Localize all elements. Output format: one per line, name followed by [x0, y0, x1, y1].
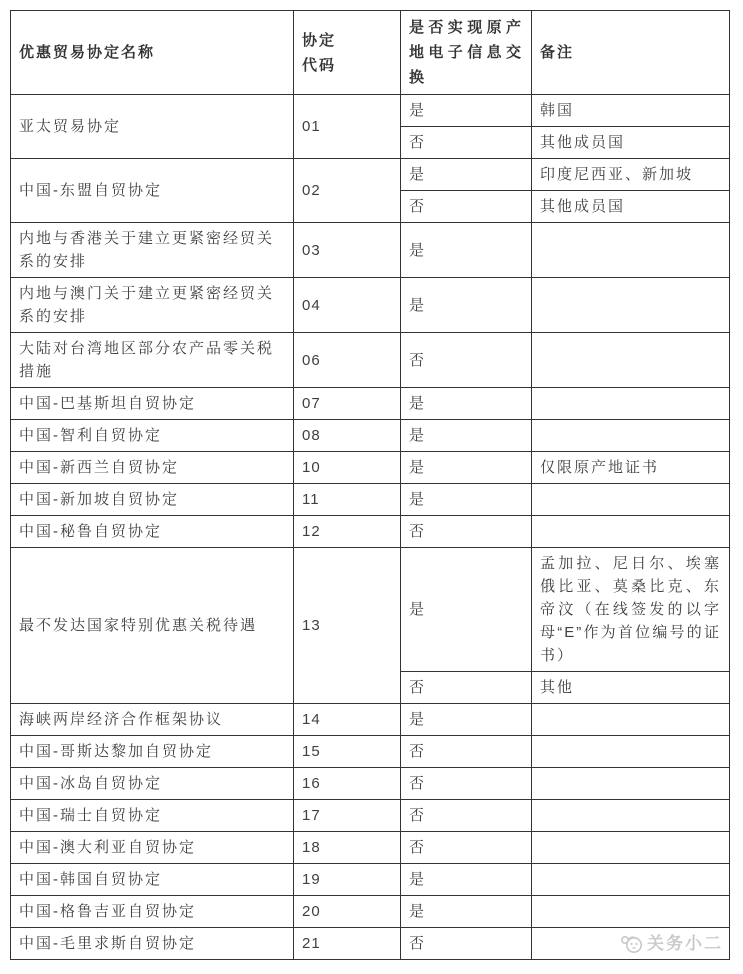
cartoon-face-icon — [618, 932, 644, 956]
agreement-code-cell: 10 — [294, 452, 401, 484]
table-row — [11, 896, 730, 928]
remark-cell — [532, 864, 730, 896]
exchange-flag-cell: 是 — [401, 548, 532, 672]
agreement-code-cell: 04 — [294, 278, 401, 333]
agreement-name-cell: 中国-瑞士自贸协定 — [11, 800, 294, 832]
remark-cell: 印度尼西亚、新加坡 — [532, 159, 730, 191]
agreement-name-cell: 中国-哥斯达黎加自贸协定 — [11, 736, 294, 768]
exchange-flag-cell: 否 — [401, 672, 532, 704]
exchange-flag-cell: 是 — [401, 452, 532, 484]
remark-cell — [532, 832, 730, 864]
remark-cell — [532, 484, 730, 516]
remark-cell: 其他成员国 — [532, 127, 730, 159]
table-row — [11, 516, 730, 548]
exchange-flag-cell: 否 — [401, 191, 532, 223]
table-row — [11, 768, 730, 800]
agreement-name-cell: 内地与香港关于建立更紧密经贸关系的安排 — [11, 223, 294, 278]
remark-cell: 孟加拉、尼日尔、埃塞俄比亚、莫桑比克、东帝汶（在线签发的以字母“E”作为首位编号的证书） — [532, 548, 730, 672]
table-body — [11, 95, 730, 960]
agreement-code-cell: 06 — [294, 333, 401, 388]
exchange-flag-cell: 是 — [401, 484, 532, 516]
table-row — [11, 704, 730, 736]
exchange-flag-cell: 是 — [401, 864, 532, 896]
agreement-name-cell: 中国-智利自贸协定 — [11, 420, 294, 452]
agreement-name-cell: 中国-秘鲁自贸协定 — [11, 516, 294, 548]
agreement-code-cell: 21 — [294, 928, 401, 960]
col-header-agreement-name: 优惠贸易协定名称 — [11, 11, 294, 95]
agreement-code-cell: 03 — [294, 223, 401, 278]
agreement-name-cell: 中国-新加坡自贸协定 — [11, 484, 294, 516]
remark-cell — [532, 800, 730, 832]
agreement-name-cell: 亚太贸易协定 — [11, 95, 294, 159]
exchange-flag-cell: 是 — [401, 95, 532, 127]
remark-cell: 其他 — [532, 672, 730, 704]
table-row — [11, 548, 730, 672]
exchange-flag-cell: 否 — [401, 768, 532, 800]
remark-cell — [532, 896, 730, 928]
exchange-flag-cell: 否 — [401, 333, 532, 388]
agreement-code-cell: 11 — [294, 484, 401, 516]
agreement-name-cell: 中国-巴基斯坦自贸协定 — [11, 388, 294, 420]
agreement-code-cell: 12 — [294, 516, 401, 548]
exchange-flag-cell: 是 — [401, 420, 532, 452]
table-row — [11, 864, 730, 896]
agreement-name-cell: 中国-新西兰自贸协定 — [11, 452, 294, 484]
remark-cell — [532, 928, 730, 960]
remark-cell: 仅限原产地证书 — [532, 452, 730, 484]
exchange-flag-cell: 是 — [401, 388, 532, 420]
header-row — [11, 11, 730, 95]
table-row — [11, 278, 730, 333]
table-row — [11, 159, 730, 191]
exchange-flag-cell: 是 — [401, 223, 532, 278]
remark-cell — [532, 223, 730, 278]
remark-cell — [532, 768, 730, 800]
table-row — [11, 333, 730, 388]
exchange-flag-cell: 否 — [401, 516, 532, 548]
col-header-agreement-code-line2: 代码 — [302, 56, 337, 74]
exchange-flag-cell: 是 — [401, 704, 532, 736]
guanwu-xiaoer-watermark — [618, 932, 723, 956]
exchange-flag-cell: 否 — [401, 736, 532, 768]
agreement-code-cell: 13 — [294, 548, 401, 704]
remark-cell — [532, 736, 730, 768]
agreement-name-cell: 中国-冰岛自贸协定 — [11, 768, 294, 800]
agreement-code-cell: 16 — [294, 768, 401, 800]
agreement-name-cell: 海峡两岸经济合作框架协议 — [11, 704, 294, 736]
agreement-code-cell: 02 — [294, 159, 401, 223]
remark-cell — [532, 333, 730, 388]
remark-cell — [532, 420, 730, 452]
agreement-code-cell: 14 — [294, 704, 401, 736]
col-header-remark: 备注 — [532, 11, 730, 95]
trade-agreements-table — [10, 10, 730, 960]
col-header-agreement-code-line1: 协定 — [302, 31, 337, 49]
exchange-flag-cell: 否 — [401, 928, 532, 960]
agreement-code-cell: 18 — [294, 832, 401, 864]
agreement-name-cell: 中国-澳大利亚自贸协定 — [11, 832, 294, 864]
agreement-code-cell: 20 — [294, 896, 401, 928]
table-row — [11, 95, 730, 127]
agreement-code-cell: 17 — [294, 800, 401, 832]
agreement-code-cell: 19 — [294, 864, 401, 896]
agreement-name-cell: 最不发达国家特别优惠关税待遇 — [11, 548, 294, 704]
table-row — [11, 420, 730, 452]
remark-cell — [532, 278, 730, 333]
agreement-name-cell: 大陆对台湾地区部分农产品零关税措施 — [11, 333, 294, 388]
table-row — [11, 736, 730, 768]
agreement-name-cell: 中国-格鲁吉亚自贸协定 — [11, 896, 294, 928]
exchange-flag-cell: 否 — [401, 800, 532, 832]
exchange-flag-cell: 否 — [401, 127, 532, 159]
remark-cell — [532, 516, 730, 548]
agreement-name-cell: 中国-东盟自贸协定 — [11, 159, 294, 223]
col-header-agreement-code — [294, 11, 401, 95]
remark-cell — [532, 704, 730, 736]
agreement-name-cell: 内地与澳门关于建立更紧密经贸关系的安排 — [11, 278, 294, 333]
remark-cell: 韩国 — [532, 95, 730, 127]
table-row — [11, 928, 730, 960]
agreement-code-cell: 08 — [294, 420, 401, 452]
agreement-name-cell: 中国-韩国自贸协定 — [11, 864, 294, 896]
exchange-flag-cell: 是 — [401, 896, 532, 928]
table-row — [11, 452, 730, 484]
table-row — [11, 223, 730, 278]
exchange-flag-cell: 是 — [401, 278, 532, 333]
agreement-code-cell: 01 — [294, 95, 401, 159]
agreement-code-cell: 15 — [294, 736, 401, 768]
remark-cell: 其他成员国 — [532, 191, 730, 223]
table-row — [11, 388, 730, 420]
exchange-flag-cell: 是 — [401, 159, 532, 191]
table-row — [11, 832, 730, 864]
agreement-name-cell: 中国-毛里求斯自贸协定 — [11, 928, 294, 960]
remark-cell — [532, 388, 730, 420]
watermark-text: 关务小二 — [647, 934, 723, 953]
agreement-code-cell: 07 — [294, 388, 401, 420]
col-header-exchange: 是否实现原产地电子信息交换 — [401, 11, 532, 95]
table-row — [11, 484, 730, 516]
table-row — [11, 800, 730, 832]
exchange-flag-cell: 否 — [401, 832, 532, 864]
